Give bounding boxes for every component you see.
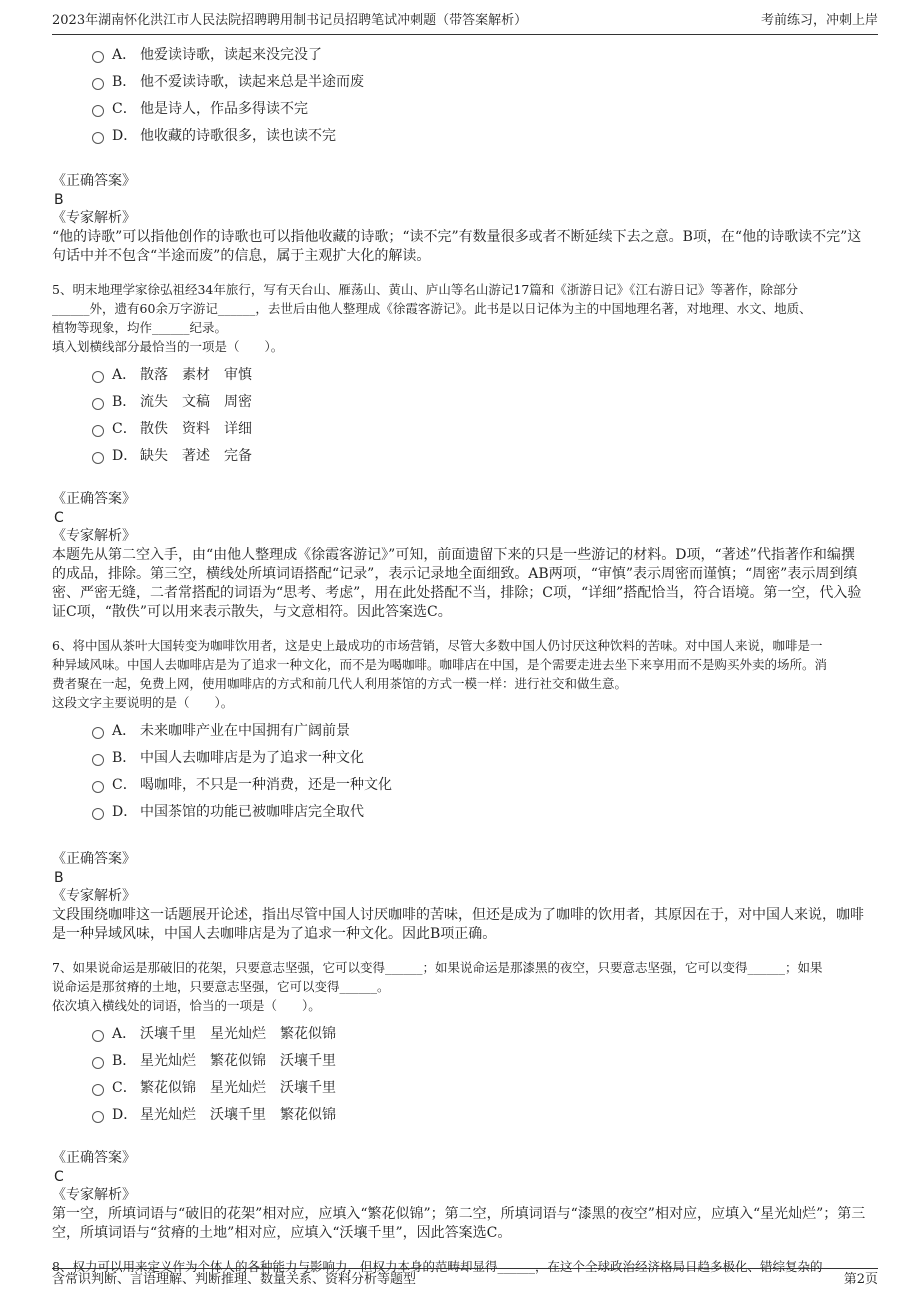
radio-icon[interactable] xyxy=(92,1111,104,1123)
q6-options xyxy=(92,716,868,824)
q7-answer-block xyxy=(52,1149,868,1243)
q7-options xyxy=(92,1019,868,1127)
radio-icon[interactable] xyxy=(92,1030,104,1042)
q5-answer: C xyxy=(54,510,64,526)
expert-analysis-label: 《专家解析》 xyxy=(52,1187,136,1203)
q7-answer: C xyxy=(54,1169,64,1185)
page-number: 第2页 xyxy=(843,1272,878,1287)
page-header xyxy=(52,10,878,35)
q6-stem: 6、将中国从茶叶大国转变为咖啡饮用者，这是史上最成功的市场营销，尽管大多数中国人仍讨厌这种饮料的苦味。对中国人来说，咖啡是一 种异域风味。中国人去咖啡店是为了追求一种文化，而不是为喝咖啡。咖啡店在中国，是个需要走进去坐下来享用而不是购买外卖的场所。消 费者聚在一起，免费上网，使用咖啡店的方式和前几代人利用茶馆的方式一模一样：进行社交和做生意。 这段文字主要说明的是（ ）。 xyxy=(52,638,828,710)
correct-answer-label: 《正确答案》 xyxy=(52,173,136,189)
radio-icon[interactable] xyxy=(92,51,104,63)
page-content xyxy=(52,40,868,1276)
radio-icon[interactable] xyxy=(92,727,104,739)
q4-answer: B xyxy=(54,192,64,208)
q6-option-c[interactable]: C． 喝咖啡，不只是一种消费，还是一种文化 xyxy=(92,770,868,797)
q7-analysis: 第一空，所填词语与“破旧的花架”相对应，应填入“繁花似锦”；第二空，所填词语与“漆黑的夜空”相对应，应填入“星光灿烂”；第三空，所填词语与“贫瘠的土地”相对应，应填入“沃壤千里”，因此答案选C。 xyxy=(52,1206,866,1241)
radio-icon[interactable] xyxy=(92,371,104,383)
radio-icon[interactable] xyxy=(92,452,104,464)
radio-icon[interactable] xyxy=(92,398,104,410)
q4-answer-block xyxy=(52,172,868,266)
radio-icon[interactable] xyxy=(92,781,104,793)
q5-option-a[interactable]: A． 散落 素材 审慎 xyxy=(92,360,868,387)
expert-analysis-label: 《专家解析》 xyxy=(52,888,136,904)
radio-icon[interactable] xyxy=(92,132,104,144)
page-footer xyxy=(52,1268,878,1293)
radio-icon[interactable] xyxy=(92,808,104,820)
q5-analysis: 本题先从第二空入手，由“由他人整理成《徐霞客游记》”可知，前面遗留下来的只是一些游记的材料。D项，“著述”代指著作和编撰的成品，排除。第三空，横线处所填词语搭配“记录”，表示记录地全面细致。AB两项，“审慎”表示周密而谨慎；“周密”表示周到缜密、严密无缝，二者常搭配的词语为“思考、考虑”，用在此处搭配不当，排除；C项，“详细”搭配恰当，符合语境。第一空，代入验证C项，“散佚”可以用来表示散失，与文意相符。因此答案选C。 xyxy=(52,547,862,620)
q5-option-d[interactable]: D． 缺失 著述 完备 xyxy=(92,441,868,468)
q5-option-c[interactable]: C． 散佚 资料 详细 xyxy=(92,414,868,441)
q6-option-b[interactable]: B． 中国人去咖啡店是为了追求一种文化 xyxy=(92,743,868,770)
radio-icon[interactable] xyxy=(92,754,104,766)
radio-icon[interactable] xyxy=(92,1084,104,1096)
q7-option-a[interactable]: A． 沃壤千里 星光灿烂 繁花似锦 xyxy=(92,1019,868,1046)
correct-answer-label: 《正确答案》 xyxy=(52,1150,136,1166)
q7-option-c[interactable]: C． 繁花似锦 星光灿烂 沃壤千里 xyxy=(92,1073,868,1100)
q4-analysis: “他的诗歌”可以指他创作的诗歌也可以指他收藏的诗歌；“读不完”有数量很多或者不断延续下去之意。B项，在“他的诗歌读不完”这句话中并不包含“半途而废”的信息，属于主观扩大化的解读。 xyxy=(52,229,862,264)
q5-answer-block xyxy=(52,490,868,622)
q6-analysis: 文段围绕咖啡这一话题展开论述，指出尽管中国人讨厌咖啡的苦味，但还是成为了咖啡的饮用者，其原因在于，对中国人来说，咖啡是一种异域风味，中国人去咖啡店是为了追求一种文化。因此B项正确。 xyxy=(52,907,864,942)
header-slogan: 考前练习，冲刺上岸 xyxy=(760,13,878,28)
q4-option-b[interactable]: B． 他不爱读诗歌，读起来总是半途而废 xyxy=(92,67,868,94)
q7-stem: 7、如果说命运是那破旧的花架，只要意志坚强，它可以变得______；如果说命运是那漆黑的夜空，只要意志坚强，它可以变得______；如果 说命运是那贫瘠的土地，只要意志坚强，它可以变得______。 依次填入横线处的词语，恰当的一项是（ ）。 xyxy=(52,960,823,1013)
q4-options xyxy=(92,40,868,148)
q8-stem: 8、权力可以用来定义作为个体人的各种能力与影响力，但权力本身的范畴却显得______，在这个全球政治经济格局日趋多极化、错综复杂的 xyxy=(52,1259,823,1274)
q6-answer: B xyxy=(54,870,64,886)
footer-topics: 含常识判断、言语理解、判断推理、数量关系、资料分析等题型 xyxy=(52,1272,417,1287)
radio-icon[interactable] xyxy=(92,78,104,90)
q5-option-b[interactable]: B． 流失 文稿 周密 xyxy=(92,387,868,414)
q6-answer-block xyxy=(52,850,868,944)
q4-option-a[interactable]: A． 他爱读诗歌，读起来没完没了 xyxy=(92,40,868,67)
q6-option-a[interactable]: A． 未来咖啡产业在中国拥有广阔前景 xyxy=(92,716,868,743)
correct-answer-label: 《正确答案》 xyxy=(52,491,136,507)
radio-icon[interactable] xyxy=(92,105,104,117)
q7-option-d[interactable]: D． 星光灿烂 沃壤千里 繁花似锦 xyxy=(92,1100,868,1127)
expert-analysis-label: 《专家解析》 xyxy=(52,528,136,544)
radio-icon[interactable] xyxy=(92,1057,104,1069)
q4-option-d[interactable]: D． 他收藏的诗歌很多，读也读不完 xyxy=(92,121,868,148)
radio-icon[interactable] xyxy=(92,425,104,437)
q7-option-b[interactable]: B． 星光灿烂 繁花似锦 沃壤千里 xyxy=(92,1046,868,1073)
q4-option-c[interactable]: C． 他是诗人，作品多得读不完 xyxy=(92,94,868,121)
q6-option-d[interactable]: D． 中国茶馆的功能已被咖啡店完全取代 xyxy=(92,797,868,824)
expert-analysis-label: 《专家解析》 xyxy=(52,210,136,226)
correct-answer-label: 《正确答案》 xyxy=(52,851,136,867)
document-title: 2023年湖南怀化洪江市人民法院招聘聘用制书记员招聘笔试冲刺题（带答案解析） xyxy=(52,13,528,28)
q5-options xyxy=(92,360,868,468)
q5-stem: 5、明末地理学家徐弘祖经34年旅行，写有天台山、雁荡山、黄山、庐山等名山游记17篇和《浙游日记》《江右游日记》等著作，除部分 ______外，遗有60余万字游记______，去世后由他人整理成《徐霞客游记》。此书是以日记体为主的中国地理名著，对地理、水文、地质、 植物等现象，均作______纪录。 填入划横线部分最恰当的一项是（ ）。 xyxy=(52,282,812,354)
